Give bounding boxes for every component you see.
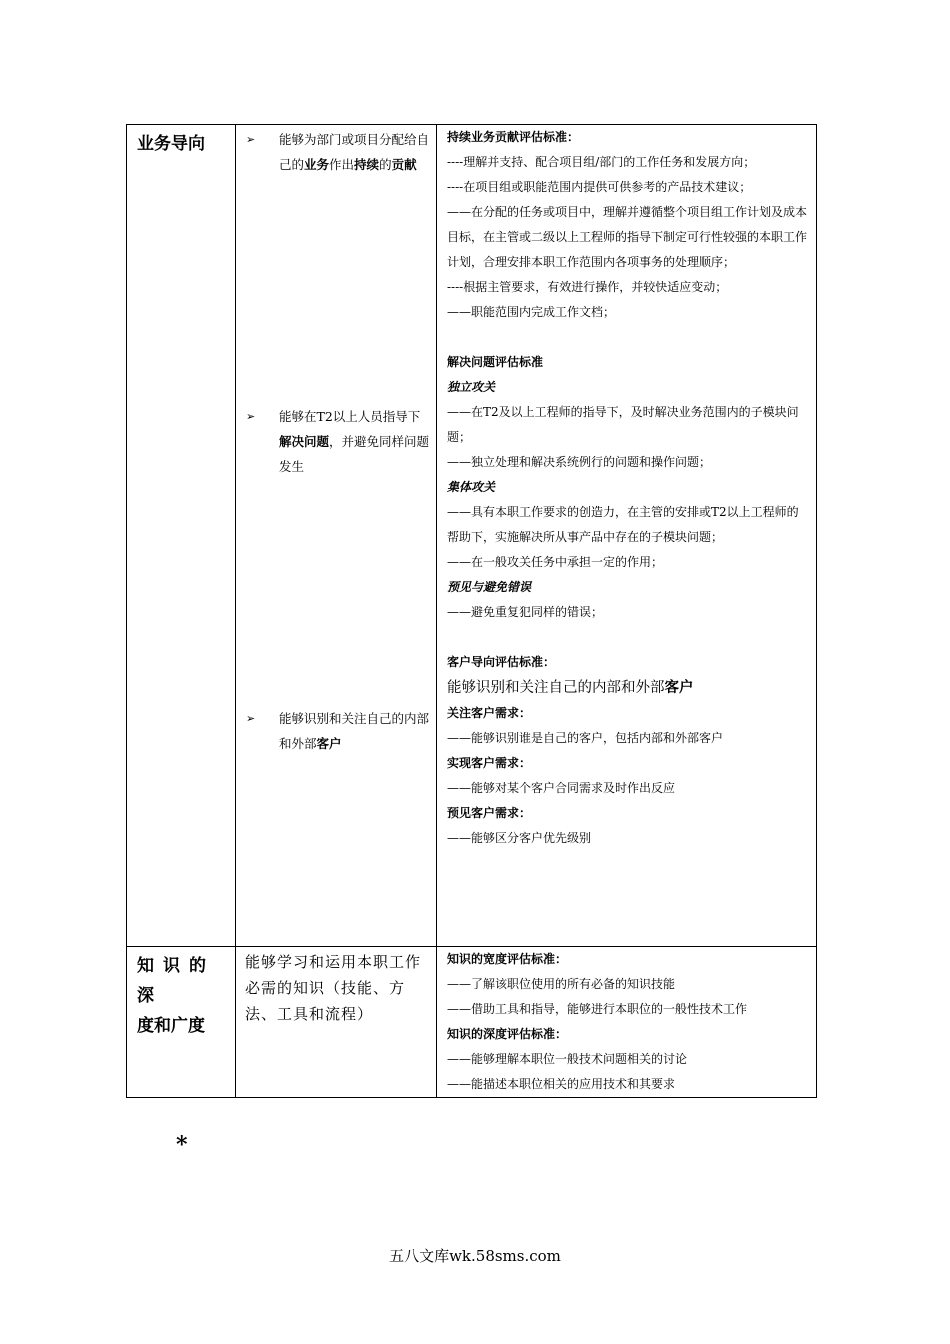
behavior-cell [236, 125, 437, 947]
behavior-item [236, 404, 436, 479]
customer-standard [437, 650, 816, 851]
standard-item: ——能够识别谁是自己的客户，包括内部和外部客户 [447, 731, 724, 745]
behavior-text: 作出 [329, 157, 355, 172]
behavior-bold: 业务 [304, 157, 330, 172]
standard-item: ——能够对某个客户合同需求及时作出反应 [447, 781, 676, 795]
standard-item: ----在项目组或职能范围内提供可供参考的产品技术建议； [447, 180, 752, 194]
standard-item: ——了解该职位使用的所有必备的知识技能 [447, 977, 676, 991]
behavior-text: ，并避免同样问题发生 [279, 434, 430, 474]
standard-item: ——独立处理和解决系统例行的问题和操作问题； [447, 455, 712, 469]
standard-item: ——在T2及以上工程师的指导下，及时解决业务范围内的子模块问题； [447, 405, 799, 444]
standard-item: ——能够理解本职位一般技术问题相关的讨论 [447, 1052, 688, 1066]
category-cell [127, 947, 236, 1098]
table-row [127, 947, 817, 1098]
behavior-bold: 客户 [316, 736, 342, 751]
behavior-text: 能够为部门或项目分配给自己的 [279, 132, 430, 172]
standards-cell [437, 947, 817, 1098]
behavior-bold: 解决问题 [279, 434, 330, 449]
category-cell [127, 125, 236, 947]
standard-item: ——借助工具和指导，能够进行本职位的一般性技术工作 [447, 1002, 748, 1016]
arrow-bullet-icon: ➢ [246, 133, 256, 146]
behavior-bold: 持续 [354, 157, 380, 172]
behavior-text: 能够学习和运用本职工作必需的知识（技能、方法、工具和流程） [245, 953, 422, 1023]
standard-subheading: 预见与避免错误 [447, 580, 532, 594]
category-line: 知识的深 [137, 956, 215, 1006]
standard-heading: 知识的宽度评估标准： [447, 952, 568, 966]
page-footer: 五八文库wk.58sms.com [389, 1247, 561, 1265]
standard-heading: 知识的深度评估标准： [447, 1027, 568, 1041]
standard-item: ——能描述本职位相关的应用技术和其要求 [447, 1077, 676, 1091]
standard-item: ----根据主管要求，有效进行操作，并较快适应变动； [447, 280, 728, 294]
standard-heading: 解决问题评估标准 [447, 355, 544, 369]
contribution-standard [437, 125, 816, 350]
problem-standard [437, 350, 816, 650]
standard-item: ——职能范围内完成工作文档； [447, 305, 616, 319]
standard-heading: 客户导向评估标准： [447, 655, 556, 669]
arrow-bullet-icon: ➢ [246, 410, 256, 423]
standard-subheading: 预见客户需求： [447, 806, 532, 820]
standard-subheading: 集体攻关 [447, 480, 496, 494]
customer-intro [447, 675, 810, 701]
standard-heading: 持续业务贡献评估标准： [447, 130, 580, 144]
standard-subheading: 独立攻关 [447, 380, 496, 394]
behavior-text: 的 [379, 157, 392, 172]
table-row [127, 125, 817, 947]
competency-table [126, 124, 817, 1098]
behavior-text: 能够识别和关注自己的内部和外部 [279, 711, 430, 751]
standard-item: ——能够区分客户优先级别 [447, 831, 592, 845]
intro-text: 能够识别和关注自己的内部和外部 [447, 680, 665, 696]
intro-bold: 客户 [664, 679, 694, 696]
category-label: 业务导向 [137, 134, 205, 154]
standard-item: ----理解并支持、配合项目组/部门的工作任务和发展方向； [447, 155, 756, 169]
asterisk-mark: * [176, 1132, 188, 1158]
standard-item: ——在一般攻关任务中承担一定的作用； [447, 555, 664, 569]
behavior-text: 能够在T2以上人员指导下 [279, 409, 421, 424]
standard-item: ——在分配的任务或项目中，理解并遵循整个项目组工作计划及成本目标，在主管或二级以上工程师的指导下制定可行性较强的本职工作计划，合理安排本职工作范围内各项事务的处理顺序； [447, 205, 808, 269]
knowledge-standard [437, 947, 816, 1097]
category-label [127, 947, 235, 1041]
standard-item: ——具有本职工作要求的创造力，在主管的安排或T2以上工程师的帮助下，实施解决所从事产品中存在的子模块问题； [447, 505, 799, 544]
standard-subheading: 实现客户需求： [447, 756, 532, 770]
standard-subheading: 关注客户需求： [447, 706, 532, 720]
behavior-cell [236, 947, 437, 1098]
standard-item: ——避免重复犯同样的错误； [447, 605, 604, 619]
behavior-bold: 贡献 [391, 157, 417, 172]
behavior-item [236, 127, 436, 177]
standards-cell [437, 125, 817, 947]
behavior-item [236, 706, 436, 756]
arrow-bullet-icon: ➢ [246, 712, 256, 725]
category-line: 度和广度 [137, 1016, 205, 1036]
